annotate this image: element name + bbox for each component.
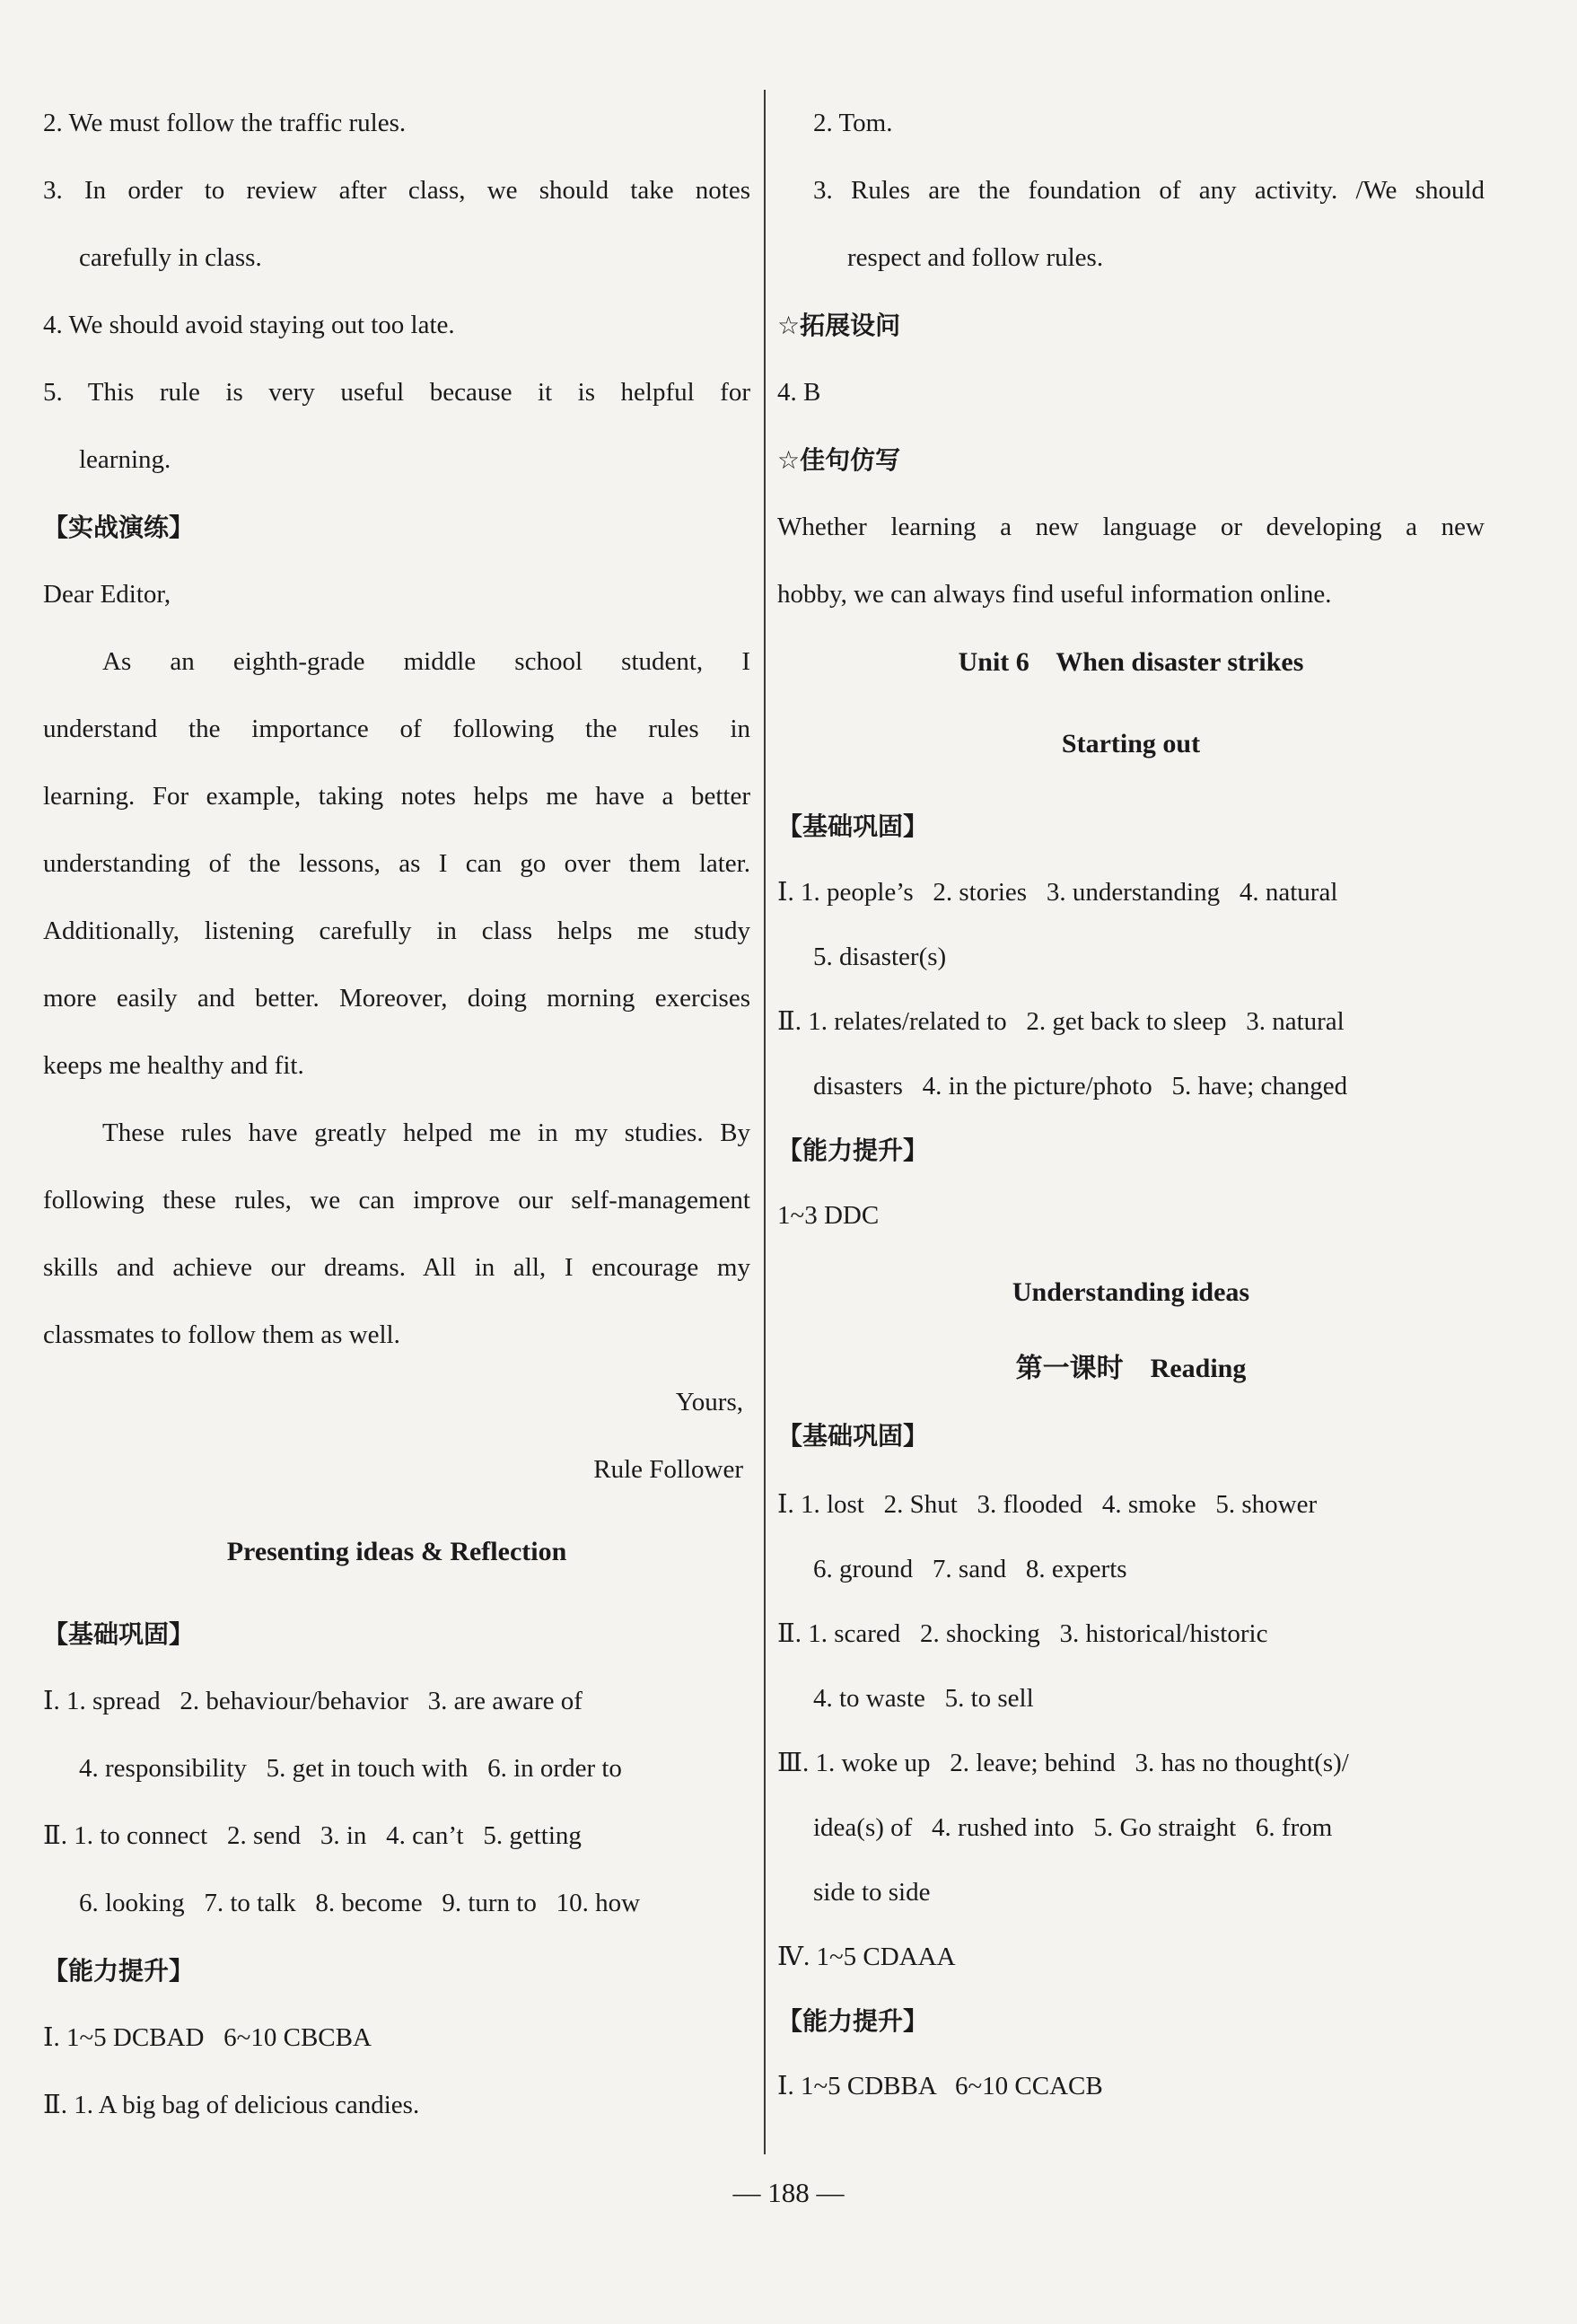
left-column: [43, 90, 750, 2139]
ability-heading: 【能力提升】: [43, 1956, 195, 1986]
answer-line: Ⅰ. 1. people’s 2. stories 3. understanding 4. natural: [777, 878, 1338, 907]
answer-line: 2. Tom.: [813, 109, 893, 137]
answer-line: Ⅲ. 1. woke up 2. leave; behind 3. has no thought(s)/: [777, 1749, 1349, 1777]
answer-line: Ⅰ. 1~5 DCBAD 6~10 CBCBA: [43, 2023, 372, 2052]
imitate-line: hobby, we can always find useful information online.: [777, 580, 1332, 609]
answer-line: 1~3 DDC: [777, 1201, 880, 1230]
imitate-line: Whether learning a new language or developing a new: [777, 513, 1485, 541]
understanding-ability-heading: 【能力提升】: [777, 2006, 929, 2036]
letter-signature: Rule Follower: [593, 1455, 743, 1484]
letter-line: These rules have greatly helped me in my studies. By: [102, 1118, 750, 1147]
section-title: Presenting ideas & Reflection: [226, 1537, 567, 1566]
letter-line: more easily and better. Moreover, doing morning exercises: [43, 984, 750, 1013]
answer-line: Ⅱ. 1. relates/related to 2. get back to sleep 3. natural: [777, 1007, 1345, 1036]
answer-line: Ⅱ. 1. scared 2. shocking 3. historical/historic: [777, 1619, 1268, 1648]
answer-line: Ⅰ. 1~5 CDBBA 6~10 CCACB: [777, 2072, 1103, 2100]
page-number: — 188 —: [732, 2177, 845, 2208]
letter-salutation: Dear Editor,: [43, 580, 171, 609]
letter-line: As an eighth-grade middle school student, I: [102, 647, 750, 676]
lesson-title: 第一课时 Reading: [1015, 1354, 1247, 1383]
answer-line: idea(s) of 4. rushed into 5. Go straight 6. from: [813, 1813, 1333, 1842]
writing-line: 3. In order to review after class, we should take notes: [43, 176, 750, 205]
letter-line: understand the importance of following the rules in: [43, 715, 750, 743]
answer-line: 6. ground 7. sand 8. experts: [813, 1555, 1127, 1583]
answer-line: Ⅳ. 1~5 CDAAA: [777, 1943, 956, 1971]
unit-title: Unit 6 When disaster strikes: [958, 647, 1304, 677]
understanding-title: Understanding ideas: [1012, 1277, 1250, 1307]
answer-line: 4. responsibility 5. get in touch with 6. in order to: [79, 1754, 622, 1783]
understanding-basic-heading: 【基础巩固】: [777, 1421, 929, 1451]
answer-line: disasters 4. in the picture/photo 5. have; changed: [813, 1072, 1348, 1101]
answer-line: 5. disaster(s): [813, 943, 947, 971]
writing-line: 4. We should avoid staying out too late.: [43, 311, 455, 339]
letter-line: skills and achieve our dreams. All in all, I encourage my: [43, 1253, 750, 1282]
answer-line: 4. to waste 5. to sell: [813, 1684, 1034, 1713]
answer-line: 3. Rules are the foundation of any activity. /We should: [813, 176, 1485, 205]
basic-heading: 【基础巩固】: [43, 1619, 195, 1649]
extend-answer: 4. B: [777, 378, 821, 407]
writing-line: 5. This rule is very useful because it is helpful for: [43, 378, 750, 407]
letter-line: classmates to follow them as well.: [43, 1320, 400, 1349]
extend-heading: ☆拓展设问: [777, 311, 901, 340]
answer-line: respect and follow rules.: [847, 243, 1104, 272]
starting-title: Starting out: [1061, 729, 1201, 759]
letter-line: Additionally, listening carefully in class helps me study: [43, 916, 750, 945]
letter-line: keeps me healthy and fit.: [43, 1051, 304, 1080]
letter-line: learning. For example, taking notes helps me have a better: [43, 782, 750, 811]
answer-line: Ⅰ. 1. lost 2. Shut 3. flooded 4. smoke 5. shower: [777, 1490, 1318, 1519]
letter-line: understanding of the lessons, as I can go over them later.: [43, 849, 750, 878]
starting-ability-heading: 【能力提升】: [777, 1136, 929, 1165]
column-divider: [764, 90, 766, 2154]
answer-line: Ⅰ. 1. spread 2. behaviour/behavior 3. are aware of: [43, 1687, 583, 1715]
answer-line: side to side: [813, 1878, 931, 1907]
practice-heading: 【实战演练】: [43, 513, 195, 542]
writing-line: learning.: [79, 445, 171, 474]
right-column: [777, 90, 1485, 2118]
letter-line: following these rules, we can improve our self-management: [43, 1186, 750, 1215]
writing-line: 2. We must follow the traffic rules.: [43, 109, 407, 137]
answer-line: Ⅱ. 1. to connect 2. send 3. in 4. can’t 5. getting: [43, 1821, 582, 1850]
starting-basic-heading: 【基础巩固】: [777, 811, 929, 841]
answer-line: 6. looking 7. to talk 8. become 9. turn to 10. how: [79, 1889, 641, 1917]
imitate-heading: ☆佳句仿写: [777, 445, 901, 475]
answer-line: Ⅱ. 1. A big bag of delicious candies.: [43, 2091, 420, 2119]
letter-closing: Yours,: [675, 1388, 743, 1416]
writing-line: carefully in class.: [79, 243, 262, 272]
